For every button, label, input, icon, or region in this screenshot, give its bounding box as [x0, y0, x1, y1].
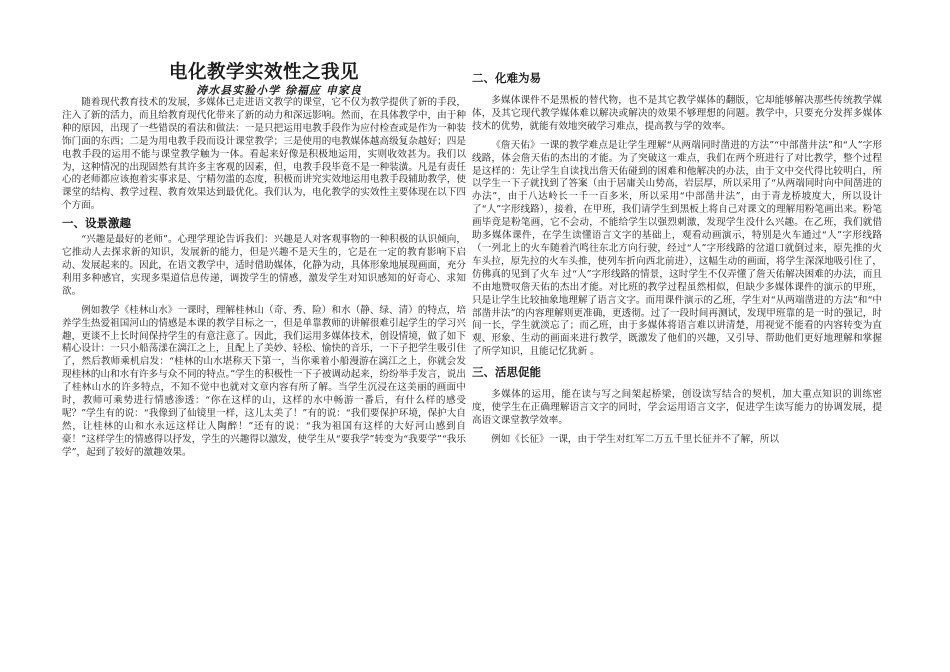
- section-heading-2: 二、化难为易: [472, 71, 541, 85]
- section-1-paragraph-1: “兴趣是最好的老师”。心理学理论告诉我们：兴趣是人对客观事物的一种积极的认识倾向，它推动人去探求新的知识，发展新的能力，但是兴趣不是天生的，它是在一定的教育影响下启动、发展起来的。因此，在语文教学中，适时借助媒体，化静为动，具体形象地展现画面，充分利用多种感官，实现多渠道信息传递，调拨学生的情感，激发学生对知识感知的好奇心、求知欲。: [62, 234, 466, 297]
- section-1-paragraph-2: 例如教学《桂林山水》一课时，理解桂林山（奇、秀、险）和水（静、绿、清）的特点，培养学生热爱祖国河山的情感是本课的教学目标之一，但是单靠教师的讲解很难引起学生的学习兴趣，更谈不上长时间保持学生的有意注意了。因此，我们运用多媒体技术，创设情境，做了如下精心设计：一只小船荡漾在漓江之上，且配上了美妙、轻松、愉快的音乐，一下子把学生吸引住了，然后教师乘机启发：“桂林的山水堪称天下第一，当你乘着小船漫游在漓江之上，你就会发现桂林的山和水有许多与众不同的特点。”学生的积极性一下子被调动起来，纷纷举手发言，说出了桂林山水的许多特点，不知不觉中也就对文章内容有所了解。当学生沉浸在这美丽的画面中时，教师可乘势进行情感渗透：“你在这样的山，这样的水中畅游一番后，有什么样的感受呢？”学生有的说：“我像到了仙镜里一样，这儿太美了！”有的说：“我们要保护环境，保护大自然，让桂林的山和水永远这样让人陶醉！”还有的说：“我为祖国有这样的大好河山感到自豪！”这样学生的情感得以抒发，学生的兴趣得以激发，使学生从“要我学”转变为“我要学”“我乐学”，起到了较好的激趣效果。: [62, 304, 466, 458]
- left-column-body: [62, 97, 466, 460]
- section-3-paragraph-1: 多媒体的运用，能在读与写之间架起桥梁，创设读写结合的契机，加大重点知识的训练密度，使学生在正确理解语言文字的同时，学会运用语言文字，促进学生读写能力的协调发展，提高语文课堂教学效率。: [472, 389, 882, 426]
- section-3-paragraph-2: 例如《长征》一课，由于学生对红军二万五千里长征并不了解，所以: [491, 433, 779, 445]
- section-heading-1: 一、设景激趣: [62, 216, 131, 231]
- intro-paragraph: 随着现代教育技术的发展，多媒体已走进语文教学的课堂，它不仅为教学提供了新的手段，注入了新的活力，而且给教育现代化带来了新的动力和深远影响。然而，在具体教学中，由于种种的原因，出现了一些错误的看法和做法：一是只把运用电教手段作为应付检查或是作为一种装饰门面的东西；二是为用电教手段而设计课堂教学；三是使用的电教媒体越高级复杂越好；四是电教手段的运用不能与课堂教学触为一体。看起来好像是积极地运用，实则收效甚为。我们以为，这种情况的出现固然有其许多主客观的因素，但，电教手段毕竟不是一种装潢。凡是有责任心的老师都应该抱着实事求是、宁精勿滥的态度，积极而讲究实效地运用电教手段辅助教学，使课堂的结构、教学过程、教育效果达到最优化。我们认为，电化教学的实效性主要体现在以下四个方面。: [62, 97, 466, 212]
- right-column-body: [472, 68, 882, 447]
- article-title: 电化教学实效性之我见: [168, 62, 359, 83]
- section-2-paragraph-1: 多媒体课件不是黑板的替代物，也不是其它教学媒体的翻版，它却能够解决那些传统教学媒体，及其它现代教学媒体难以解决或解决的效果不够理想的问题。教学中，只要充分发挥多媒体技术的优势，就能有效地突破学习难点，提高教与学的效率。: [472, 95, 882, 132]
- article-authors: 涛水县实验小学 徐福应 申家良: [196, 84, 362, 97]
- section-heading-3: 三、活思促能: [472, 365, 541, 380]
- section-2-paragraph-2: 《詹天佑》一课的教学难点是让学生理解“从两端同时凿进的方法”“中部凿井法”和“人”字形线路，体会詹天佑的杰出的才能。为了突破这一难点，我们在两个班进行了对比教学，整个过程是这样的：先让学生自读找出詹天佑碰到的困难和他解决的办法，由于文中交代得比较明白，所以学生一下子就找到了答案（由于居庸关山势高，岩层厚，所以采用了“从两端同时向中间凿进的办法”，由于八达岭长一千一百多米，所以采用“中部凿井法”，由于青龙桥坡度大，所以设计了“人”字形线路），接着，在甲班，我们请学生到黑板上将自己对课文的理解用粉笔画出来。粉笔画毕竟是粉笔画，它不会动，不能给学生以强烈刺激，发现学生没什么兴趣。在乙班，我们就借助多媒体课件，在学生读懂语言文字的基础上，观看动画演示，特别是火车通过“人”字形线路（一列北上的火车随着汽鸣往东北方向行驶，经过“人”字形线路的岔道口就倒过来，原先推的火车头拉，原先拉的火车头推，使列车折向西北前进），这幅生动的画面，将学生深深地吸引住了，仿佛真的见到了火车 过“人”字形线路的情景，这时学生不仅弄懂了詹天佑解决困难的办法，而且不由地赞叹詹天佑的杰出才能。对比班的教学过程虽然相似，但缺少多媒体课件的演示的甲班，只是让学生比较抽象地理解了语言文字。而用课件演示的乙班，学生对“从两端凿进的方法”和“中部凿井法”的内容理解则更准确，更透彻。过了一段时间再测试，发现甲班靠的是一时的强记，时间一长，学生就淡忘了；而乙班，由于多媒体将语言难以讲清楚，用视觉不能看的内容转变为直观、形象、生动的画面来进行教学，既激发了他们的兴趣，又引导、帮助他们更好地理解和掌握了所学知识，且能记忆犹新 。: [472, 139, 882, 358]
